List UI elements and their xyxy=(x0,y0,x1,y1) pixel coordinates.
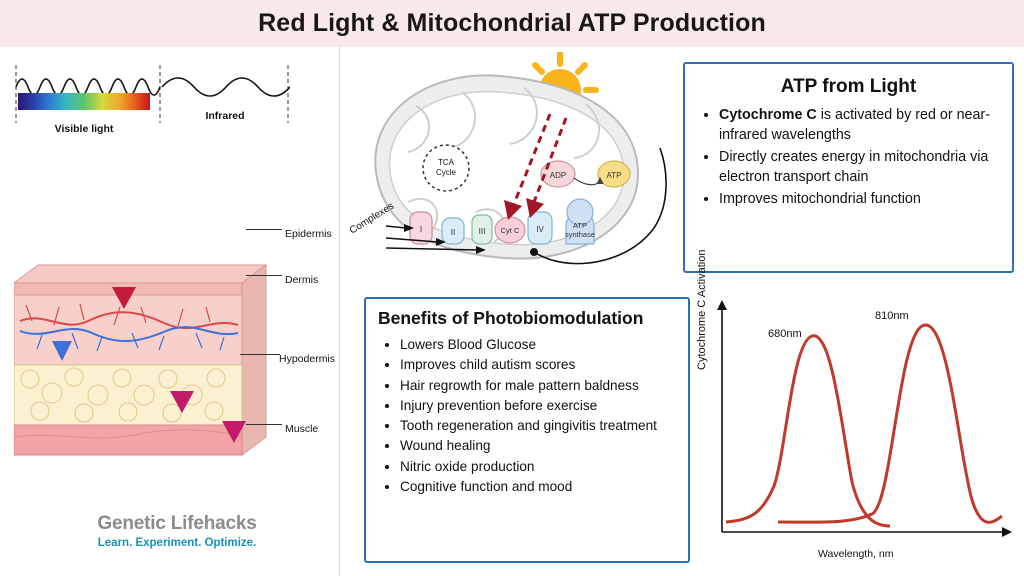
label-muscle: Muscle xyxy=(285,423,319,435)
svg-text:ATP: ATP xyxy=(572,221,588,230)
svg-text:Cycle: Cycle xyxy=(435,168,457,177)
label-epidermis: Epidermis xyxy=(285,228,332,240)
complex-II xyxy=(442,218,464,244)
cytochrome-c xyxy=(495,217,525,243)
atp-bubble xyxy=(598,161,630,187)
svg-text:III: III xyxy=(478,227,486,236)
label-dermis: Dermis xyxy=(285,274,319,286)
complexes-label: Complexes xyxy=(347,200,397,237)
adp-bubble xyxy=(541,161,575,187)
curve-680 xyxy=(726,336,890,526)
visible-spectrum-bar xyxy=(18,93,150,110)
page-header xyxy=(0,0,1024,47)
list-item: • Injury prevention before exercise xyxy=(400,396,674,415)
atp-from-light-card xyxy=(683,62,1014,273)
complex-III xyxy=(472,215,492,244)
list-item: • Improves child autism scores xyxy=(400,355,674,374)
atp-item-0-bold: Cytochrome C xyxy=(719,107,817,123)
list-item xyxy=(719,106,998,145)
benefits-card-title: Benefits of Photobiomodulation xyxy=(378,308,644,328)
list-item: • Lowers Blood Glucose xyxy=(400,335,674,354)
peak-label-680: 680nm xyxy=(768,328,802,340)
atp-synthase xyxy=(565,199,595,244)
list-item: • Cognitive function and mood xyxy=(400,477,674,496)
atp-item-2-text: Improves mitochondrial function xyxy=(719,191,921,208)
leader-line-epidermis xyxy=(246,229,282,230)
atp-item-1-text: Directly creates energy in mitochondria via electron transport chain xyxy=(719,149,989,185)
curve-810 xyxy=(778,325,1002,522)
benefits-list xyxy=(366,335,688,496)
mitochondria-diagram xyxy=(338,52,682,292)
page-title: Red Light & Mitochondrial ATP Production xyxy=(258,9,766,37)
skin-cross-section xyxy=(14,225,266,455)
chart-x-axis-label: Wavelength, nm xyxy=(818,548,894,560)
visible-light-label: Visible light xyxy=(54,123,114,135)
brand-block xyxy=(72,513,282,549)
atp-card-list xyxy=(685,106,1012,210)
svg-text:ADP: ADP xyxy=(549,171,567,180)
list-item: • Hair regrowth for male pattern baldness xyxy=(400,376,674,395)
list-item xyxy=(719,148,998,187)
list-item: • Tooth regeneration and gingivitis treatment xyxy=(400,416,674,435)
svg-text:TCA: TCA xyxy=(438,158,454,167)
svg-text:I: I xyxy=(419,225,423,234)
list-item: • Nitric oxide production xyxy=(400,457,674,476)
tca-cycle-node xyxy=(423,145,469,191)
label-hypodermis: Hypodermis xyxy=(279,353,336,365)
svg-text:ATP: ATP xyxy=(606,171,622,180)
leader-line-dermis xyxy=(246,275,282,276)
svg-text:Cyt C: Cyt C xyxy=(500,226,520,235)
complex-IV xyxy=(528,212,552,244)
list-item: • Wound healing xyxy=(400,436,674,455)
cytochrome-activation-chart xyxy=(700,300,1015,562)
chart-y-axis-label: Cytochrome C Activation xyxy=(696,249,708,370)
atp-item-0-text: is activated by red or near-infrared wavelengths xyxy=(719,107,990,143)
peak-label-810: 810nm xyxy=(875,310,909,322)
list-item xyxy=(719,190,998,210)
svg-text:synthase: synthase xyxy=(564,230,596,239)
skin-penetration-panel xyxy=(0,47,340,576)
leader-line-muscle xyxy=(246,424,282,425)
leader-line-hypodermis xyxy=(240,354,280,355)
brand-tagline: Learn. Experiment. Optimize. xyxy=(97,537,257,549)
svg-text:II: II xyxy=(450,228,456,237)
infrared-label: Infrared xyxy=(205,110,245,122)
brand-name: Genetic Lifehacks xyxy=(97,513,257,534)
atp-card-title: ATP from Light xyxy=(780,76,917,97)
svg-text:IV: IV xyxy=(536,225,544,234)
benefits-card xyxy=(364,297,690,563)
